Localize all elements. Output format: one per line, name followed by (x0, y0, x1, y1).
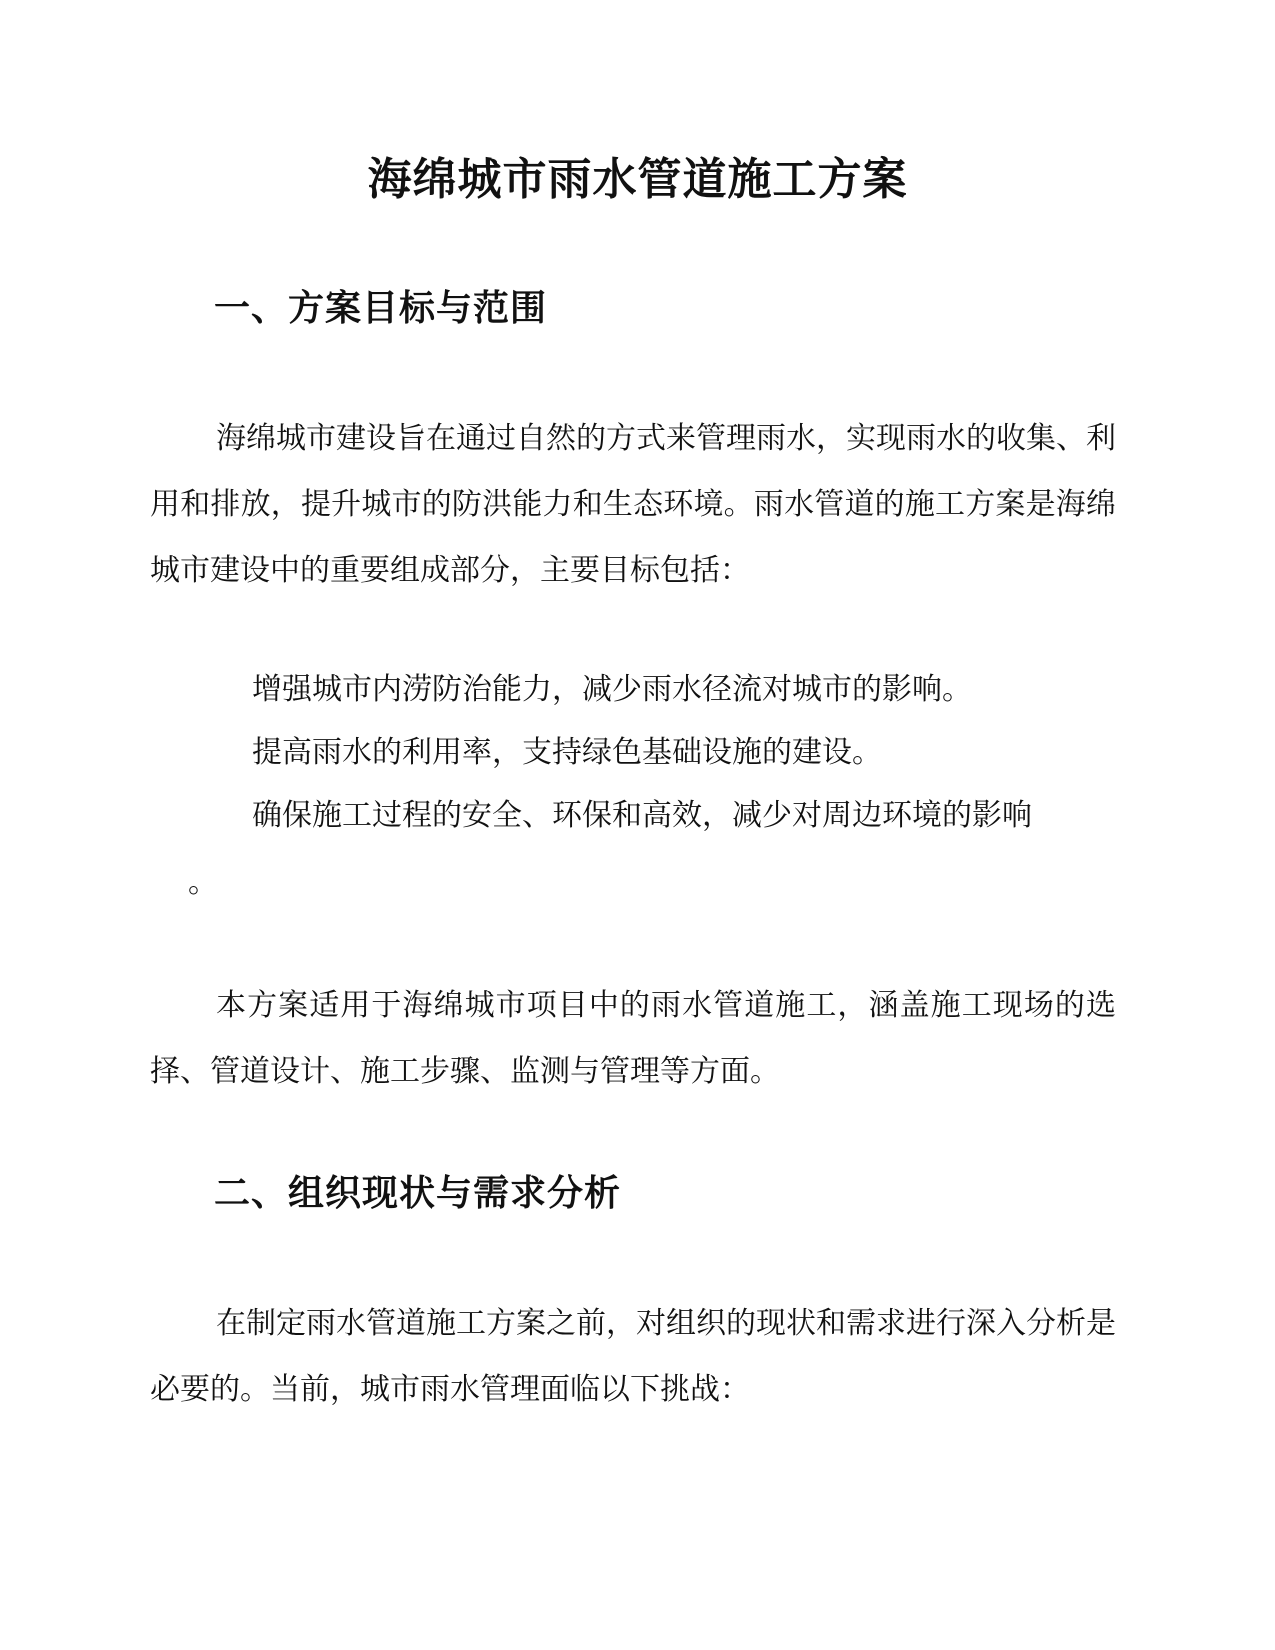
goal-item-3-tail: 。 (188, 865, 218, 900)
goal-item-2: 提高雨水的利用率，支持绿色基础设施的建设。 (252, 735, 882, 770)
section-heading-2: 二、组织现状与需求分析 (214, 1173, 622, 1214)
section1-scope-paragraph: 本方案适用于海绵城市项目中的雨水管道施工，涵盖施工现场的选择、管道设计、施工步骤、监测与管理等方面。 (150, 988, 1116, 1089)
goal-item-1: 增强城市内涝防治能力，减少雨水径流对城市的影响。 (252, 672, 972, 707)
section-heading-1: 一、方案目标与范围 (214, 288, 548, 329)
section2-intro-paragraph: 在制定雨水管道施工方案之前，对组织的现状和需求进行深入分析是必要的。当前，城市雨水管理面临以下挑战： (150, 1306, 1116, 1407)
document-title: 海绵城市雨水管道施工方案 (367, 154, 908, 205)
section1-intro-paragraph: 海绵城市建设旨在通过自然的方式来管理雨水，实现雨水的收集、利用和排放，提升城市的防洪能力和生态环境。雨水管道的施工方案是海绵城市建设中的重要组成部分，主要目标包括： (150, 421, 1116, 588)
goal-item-3: 确保施工过程的安全、环保和高效，减少对周边环境的影响 (252, 798, 1032, 833)
